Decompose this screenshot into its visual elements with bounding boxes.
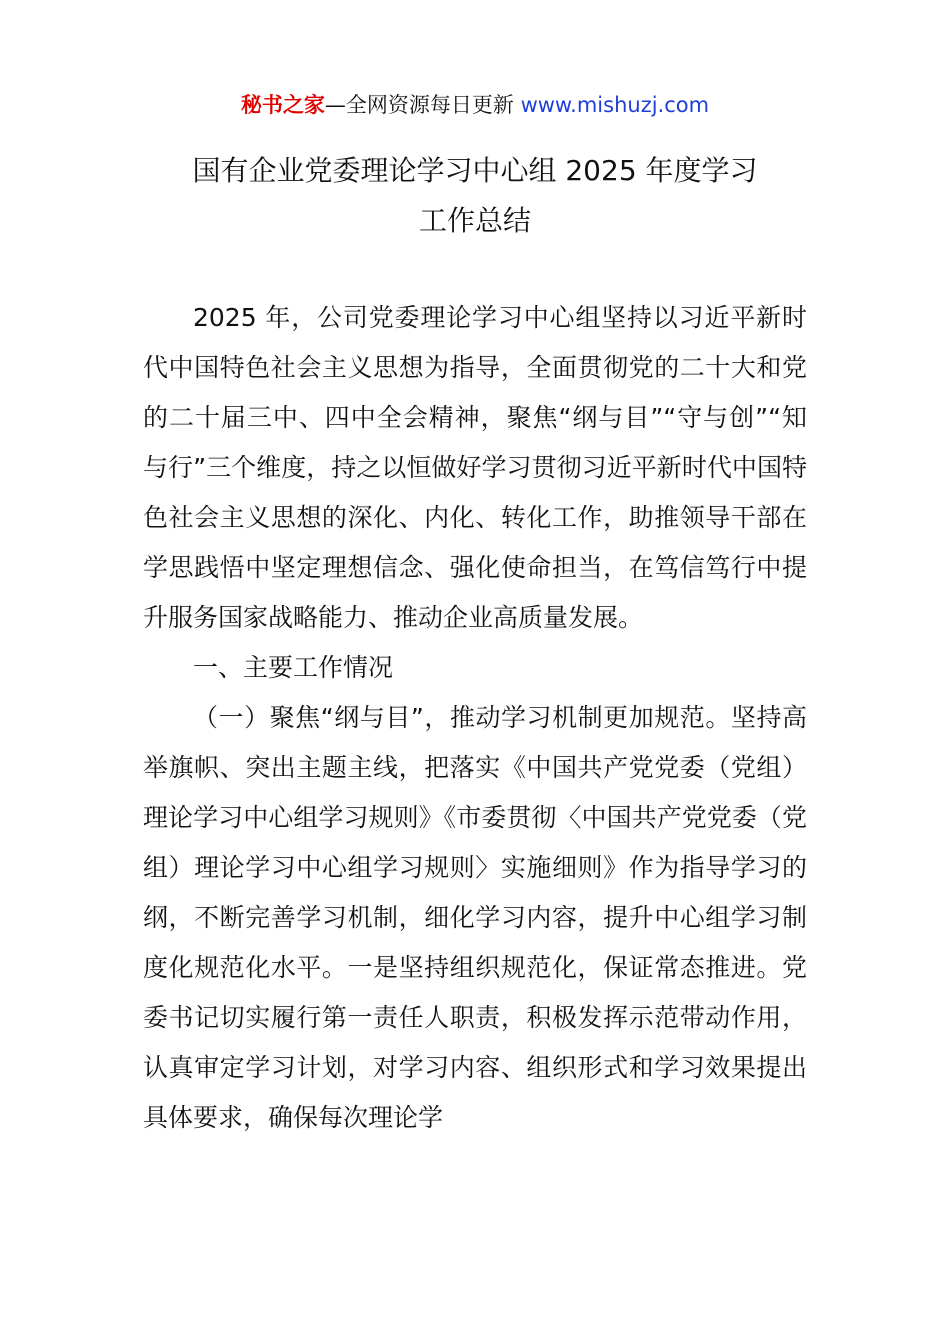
site-header [0,88,950,122]
site-brand: 秘书之家 [240,93,325,117]
subsection-paragraph: （一）聚焦“纲与目”，推动学习机制更加规范。坚持高举旗帜、突出主题主线，把落实《中国共产党党委（党组）理论学习中心组学习规则》《市委贯彻〈中国共产党党委（党组）理论学习中心组学习规则〉实施细则》作为指导学习的纲，不断完善学习机制，细化学习内容，提升中心组学习制度化规范化水平。一是坚持组织规范化，保证常态推进。党委书记切实履行第一责任人职责，积极发挥示范带动作用，认真审定学习计划，对学习内容、组织形式和学习效果提出具体要求，确保每次理论学 [143,703,807,1132]
document-body [143,293,807,1143]
document-title [100,146,850,246]
document-title-line-2: 工作总结 [418,204,531,237]
site-url-link[interactable]: www.mishuzj.com [520,93,710,117]
site-slogan: —全网资源每日更新 [324,93,521,117]
document-title-line-1: 国有企业党委理论学习中心组 2025 年度学习 [192,154,758,187]
intro-paragraph: 2025 年，公司党委理论学习中心组坚持以习近平新时代中国特色社会主义思想为指导，全面贯彻党的二十大和党的二十届三中、四中全会精神，聚焦“纲与目”“守与创”“知与行”三个维度，持之以恒做好学习贯彻习近平新时代中国特色社会主义思想的深化、内化、转化工作，助推领导干部在学思践悟中坚定理想信念、强化使命担当，在笃信笃行中提升服务国家战略能力、推动企业高质量发展。 [143,303,807,632]
section-heading: 一、主要工作情况 [193,653,394,682]
